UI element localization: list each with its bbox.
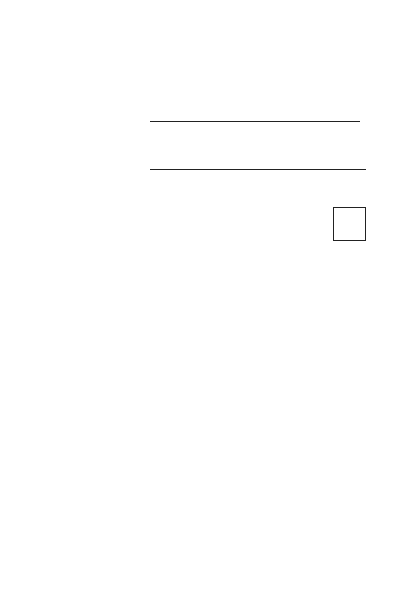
- seal-comparison-box: [333, 207, 366, 241]
- party-a-name-line: [150, 121, 360, 122]
- party-b-name-line: [150, 169, 366, 170]
